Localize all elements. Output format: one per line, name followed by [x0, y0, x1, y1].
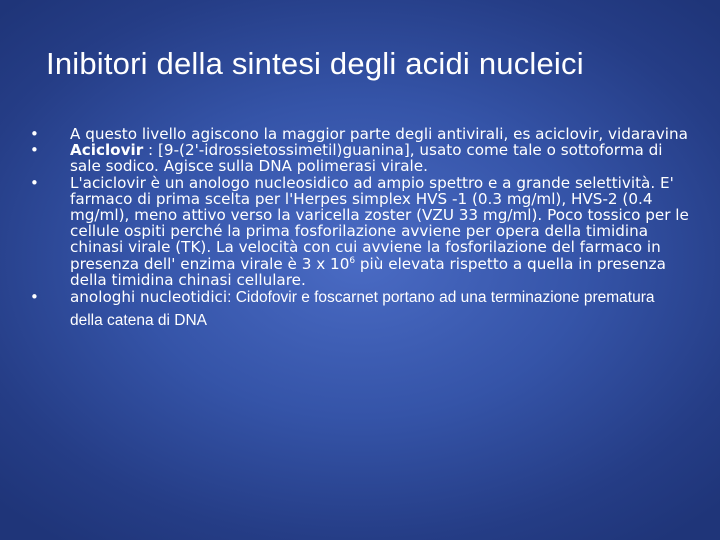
bullet-list [30, 126, 690, 332]
bullet-text: : Cidofovir e foscarnet portano ad una terminazione prematura della catena di DNA [70, 289, 655, 330]
bullet-item-antivirals [30, 126, 690, 142]
slide-title: Inibitori della sintesi degli acidi nucleici [46, 46, 584, 81]
bullet-dot-icon: • [30, 125, 39, 143]
bullet-term: anologhi nucleotidici [70, 288, 228, 307]
bullet-text: L'aciclovir è un anologo nucleosidico ad ampio spettro e a grande selettività. E' farmaco di prima scelta per l'Herpes simplex HVS -1 (0.3 mg/ml), HVS-2 (0.4 mg/ml), meno attivo verso la varicella zoster (VZU 33 mg/ml). Poco tossico per le cellule ospiti perché la prima fosforilazione avviene per opera della timidina chinasi virale (TK). La velocità con cui avviene la fosforilazione del farmaco in presenza dell' enzima virale è 3 x 10 [70, 173, 689, 273]
bullet-item-aciclovir [30, 142, 690, 174]
bullet-item-nucleotide-analogs [30, 286, 690, 332]
bullet-dot-icon: • [30, 288, 39, 307]
bullet-text: : [9-(2'-idrossietossimetil)guanina], usato come tale o sottoforma di sale sodico. Agisce sulla DNA polimerasi virale. [70, 141, 663, 176]
bullet-term: Aciclovir [70, 141, 144, 160]
bullet-item-nucleoside-analog [30, 175, 690, 288]
bullet-text: A questo livello agiscono la maggior parte degli antivirali, es aciclovir, vidaravina [70, 125, 688, 143]
bullet-text-continued: più elevata rispetto a quella in presenza della timidina chinasi cellulare. [70, 254, 666, 289]
superscript-exponent: 6 [349, 255, 356, 266]
bullet-dot-icon: • [30, 141, 39, 160]
bullet-dot-icon: • [30, 173, 39, 192]
